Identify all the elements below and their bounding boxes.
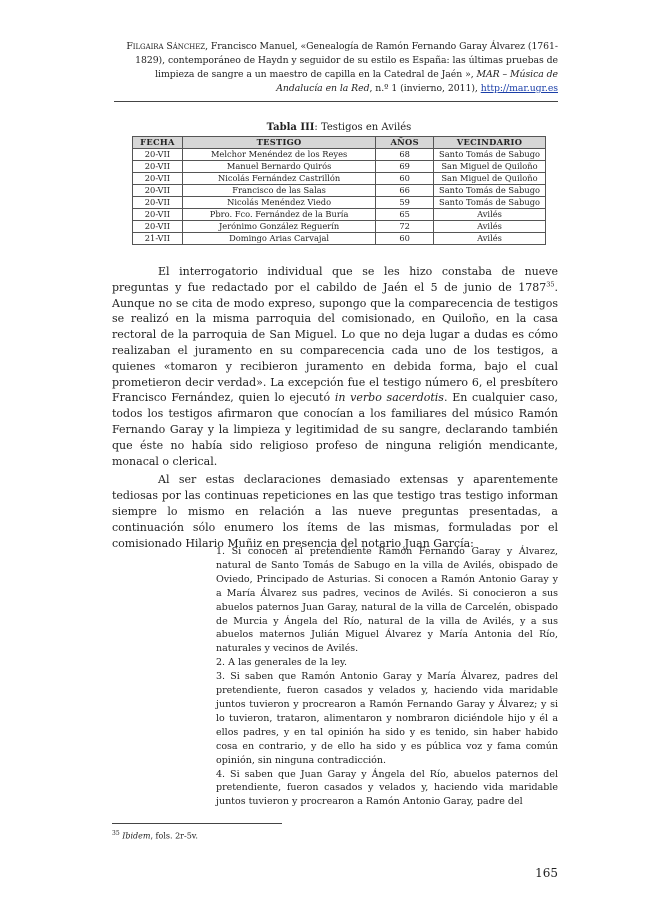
table-caption-label: Tabla III [266, 122, 315, 133]
block-quote [216, 545, 558, 809]
question-item: 1. Si conocen al pretendiente Ramón Fernando Garay y Álvarez, natural de Santo Tomás de Sabugo en la villa de Avilés, obispado de Oviedo, Principado de Asturias. Si conocen a Ramón Antonio Garay y a María Álvarez sus padres, vecinos de Avilés. Si conocieron a sus abuelos paternos Juan Garay, natural de la villa de Carcelén, obispado de Murcia y Ángela del Río, natural de la villa de Avilés, y a sus abuelos maternos Julián Miguel Álvarez y María Antonia del Río, naturales y vecinos de Avilés. [216, 546, 558, 655]
cell-residence: Avilés [434, 221, 546, 233]
paragraph-text: . Aunque no se cita de modo expreso, supongo que la comparecencia de testigos se realizó en la misma parroquia del comisionado, en Quiloño, en la casa rectoral de la parroquia de San Miguel. Lo que no deja lugar a dudas es cómo realizaban el juramento en su comparecencia cada uno de los testigos, a quienes «tomaron y recibieron juramento en debida forma, bajo el cual prometieron decir verdad». La excepción fue el testigo número 6, el presbítero Francisco Fernández, quien lo ejecutó [112, 280, 558, 405]
table-row [133, 197, 546, 209]
column-header-anos: AÑOS [376, 137, 434, 149]
cell-residence: Santo Tomás de Sabugo [434, 197, 546, 209]
table-row [133, 185, 546, 197]
header-divider [114, 101, 558, 102]
cell-date: 20-VII [133, 209, 183, 221]
cell-witness: Francisco de las Salas [182, 185, 375, 197]
table-row [133, 209, 546, 221]
cell-date: 20-VII [133, 197, 183, 209]
paragraph-text: . En cualquier caso, todos los testigos afirmaron que conocían a los familiares del músico Ramón Fernando Garay y la limpieza y legitimidad de su sangre, declarando también que éste no había sido religioso profeso de ninguna religión mendicante, monacal o clerical. [112, 391, 559, 468]
cell-date: 20-VII [133, 149, 183, 161]
footnote-number: 35 [112, 830, 120, 837]
cell-witness: Domingo Arias Carvajal [182, 233, 375, 245]
footnote [112, 828, 198, 842]
table-row [133, 173, 546, 185]
question-item: 3. Si saben que Ramón Antonio Garay y María Álvarez, padres del pretendiente, fueron casados y velados y, haciendo vida maridable juntos tuvieron y procrearon a Ramón Fernando Garay y Álvarez; y si lo tuvieron, trataron, alimentaron y nombraron diciéndole hijo y él a ellos padres, y en tal opinión ha sido y es tenido, sin haber habido cosa en contrario, y de ello ha sido y es pública voz y fama común opinión, sin ninguna contradicción. [216, 671, 558, 766]
header-url-link[interactable]: http://mar.ugr.es [480, 83, 558, 94]
cell-age: 69 [376, 161, 434, 173]
cell-witness: Pbro. Fco. Fernández de la Buría [182, 209, 375, 221]
cell-age: 66 [376, 185, 434, 197]
cell-age: 59 [376, 197, 434, 209]
cell-witness: Melchor Menéndez de los Reyes [182, 149, 375, 161]
header-issue: , n.º 1 (invierno, 2011), [369, 83, 481, 94]
cell-age: 72 [376, 221, 434, 233]
cell-residence: Santo Tomás de Sabugo [434, 185, 546, 197]
cell-witness: Nicolás Menéndez Viedo [182, 197, 375, 209]
cell-witness: Jerónimo González Reguerín [182, 221, 375, 233]
header-citation: , Francisco Manuel, «Genealogía de Ramón Fernando Garay Álvarez (1761-1829), contemporáneo de Haydn y seguidor de su estilo es España: las últimas pruebas de limpieza de sangre a un maestro de capilla en la Catedral de Jaén », [135, 41, 558, 80]
footnote-divider [112, 823, 282, 824]
cell-residence: Santo Tomás de Sabugo [434, 149, 546, 161]
header-journal: MAR – Música de Andalucía en la Red [276, 69, 558, 94]
table-row [133, 221, 546, 233]
cell-witness: Nicolás Fernández Castrillón [182, 173, 375, 185]
cell-date: 20-VII [133, 161, 183, 173]
body-paragraph: Al ser estas declaraciones demasiado extensas y aparentemente tediosas por las continuas repeticiones en las que testigo tras testigo informan siempre lo mismo en relación a las nueve preguntas presentadas, a continuación sólo enumero los ítems de las mismas, formuladas por el comisionado Hilario Muñiz en presencia del notario Juan García: [112, 473, 558, 550]
footnote-text: , fols. 2r-5v. [150, 831, 198, 841]
footnote-source: Ibidem [122, 831, 151, 841]
cell-residence: Avilés [434, 209, 546, 221]
page-number: 165 [535, 866, 558, 880]
main-text [112, 264, 558, 554]
table-caption-text: : Testigos en Avilés [314, 122, 412, 133]
question-item: 2. A las generales de la ley. [216, 657, 347, 669]
cell-residence: San Miguel de Quiloño [434, 173, 546, 185]
witnesses-table [132, 136, 546, 245]
table-row [133, 233, 546, 245]
cell-age: 60 [376, 173, 434, 185]
question-item: 4. Si saben que Juan Garay y Ángela del Río, abuelos paternos del pretendiente, fueron casados y velados y, haciendo vida maridable juntos tuvieron y procrearon a Ramón Antonio Garay, padre del [216, 768, 558, 808]
table-row [133, 149, 546, 161]
cell-date: 20-VII [133, 221, 183, 233]
paragraph-text: El interrogatorio individual que se les hizo constaba de nueve preguntas y fue redactado por el cabildo de Jaén el 5 de junio de 1787 [112, 265, 558, 294]
column-header-fecha: FECHA [133, 137, 183, 149]
body-paragraph [112, 264, 558, 469]
cell-residence: San Miguel de Quiloño [434, 161, 546, 173]
running-header [110, 40, 558, 96]
cell-residence: Avilés [434, 233, 546, 245]
table-caption [132, 121, 546, 135]
latin-phrase: in verbo sacerdotis [334, 391, 444, 405]
cell-age: 68 [376, 149, 434, 161]
table-header-row [133, 137, 546, 149]
header-author: Filgaira Sánchez [126, 41, 206, 52]
cell-age: 60 [376, 233, 434, 245]
column-header-vecindario: VECINDARIO [434, 137, 546, 149]
footnote-reference: 35 [546, 280, 555, 289]
cell-witness: Manuel Bernardo Quirós [182, 161, 375, 173]
table-row [133, 161, 546, 173]
cell-date: 21-VII [133, 233, 183, 245]
cell-age: 65 [376, 209, 434, 221]
cell-date: 20-VII [133, 173, 183, 185]
cell-date: 20-VII [133, 185, 183, 197]
column-header-testigo: TESTIGO [182, 137, 375, 149]
